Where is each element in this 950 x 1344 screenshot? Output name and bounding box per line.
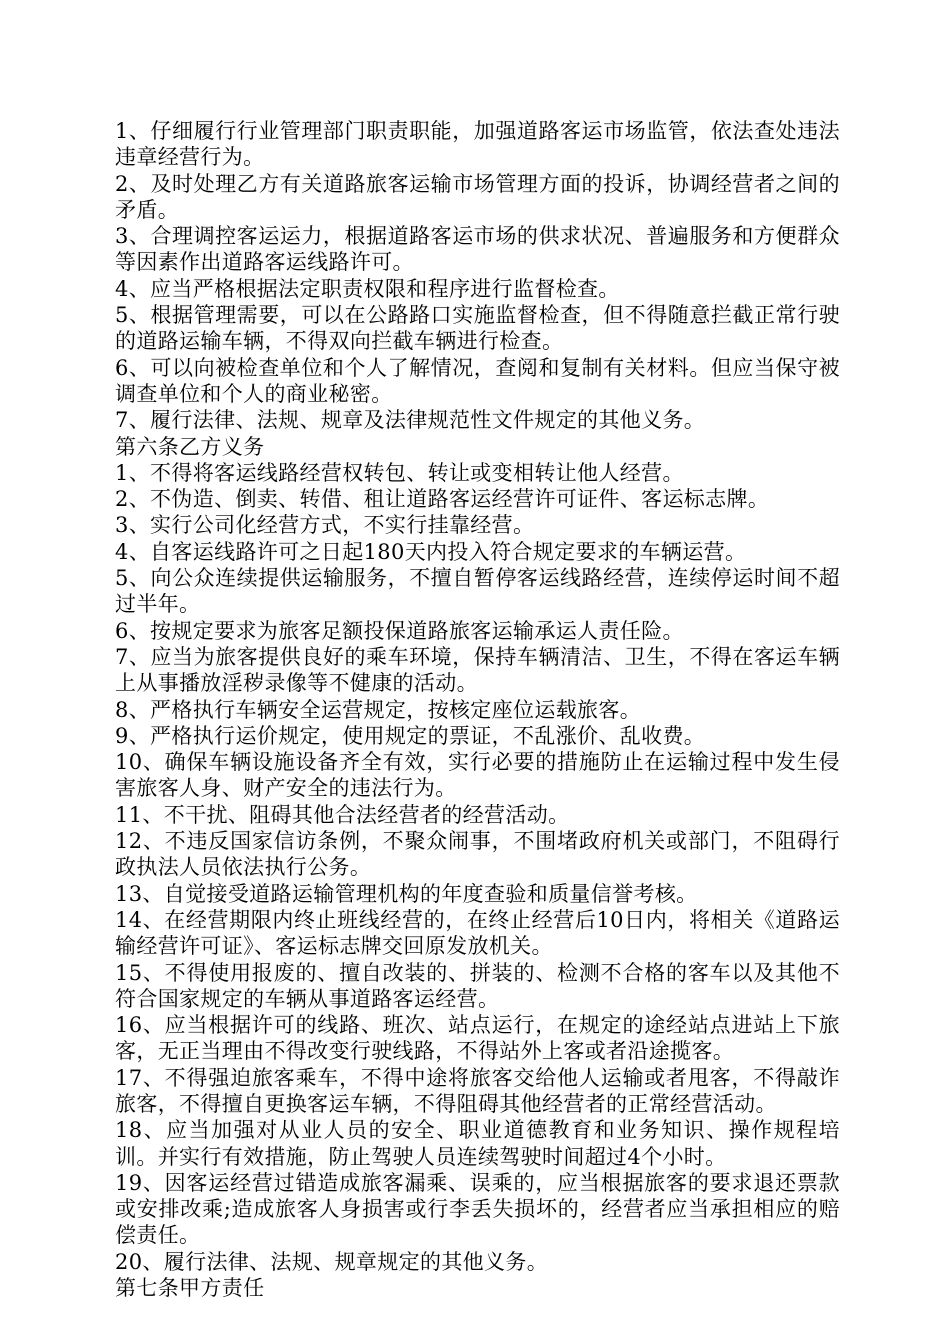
paragraph-b-11: 11、不干扰、阻碍其他合法经营者的经营活动。 <box>115 802 570 827</box>
paragraph-a-2: 2、及时处理乙方有关道路旅客运输市场管理方面的投诉，协调经营者之间的矛盾。 <box>115 171 840 222</box>
paragraph-b-9: 9、严格执行运价规定，使用规定的票证，不乱涨价、乱收费。 <box>115 723 706 748</box>
paragraph-b-17: 17、不得强迫旅客乘车，不得中途将旅客交给他人运输或者甩客，不得敲诈旅客，不得擅自更换客运车辆，不得阻碍其他经营者的正常经营活动。 <box>115 1065 840 1116</box>
paragraph-b-15: 15、不得使用报废的、擅自改装的、拼装的、检测不合格的客车以及其他不符合国家规定的车辆从事道路客运经营。 <box>115 960 840 1011</box>
paragraph-b-3: 3、实行公司化经营方式，不实行挂靠经营。 <box>115 513 535 538</box>
paragraph-b-16: 16、应当根据许可的线路、班次、站点运行，在规定的途经站点进站上下旅客，无正当理由不得改变行驶线路，不得站外上客或者沿途揽客。 <box>115 1013 840 1064</box>
paragraph-a-4: 4、应当严格根据法定职责权限和程序进行监督检查。 <box>115 276 620 301</box>
paragraph-a-6: 6、可以向被检查单位和个人了解情况，查阅和复制有关材料。但应当保守被调查单位和个人的商业秘密。 <box>115 355 840 406</box>
paragraph-a-3: 3、合理调控客运运力，根据道路客运市场的供求状况、普遍服务和方便群众等因素作出道路客运线路许可。 <box>115 224 840 275</box>
paragraph-b-7: 7、应当为旅客提供良好的乘车环境，保持车辆清洁、卫生，不得在客运车辆上从事播放淫秽录像等不健康的活动。 <box>115 644 840 696</box>
paragraph-b-14: 14、在经营期限内终止班线经营的，在终止经营后10日内，将相关《道路运输经营许可证》、客运标志牌交回原发放机关。 <box>115 907 840 959</box>
paragraph-b-5: 5、向公众连续提供运输服务，不擅自暂停客运线路经营，连续停运时间不超过半年。 <box>115 566 840 617</box>
paragraph-a-7: 7、履行法律、法规、规章及法律规范性文件规定的其他义务。 <box>115 408 706 433</box>
section-heading-article-7: 第七条甲方责任 <box>115 1276 265 1301</box>
paragraph-b-2: 2、不伪造、倒卖、转借、租让道路客运经营许可证件、客运标志牌。 <box>115 487 770 512</box>
paragraph-b-10: 10、确保车辆设施设备齐全有效，实行必要的措施防止在运输过程中发生侵害旅客人身、财产安全的违法行为。 <box>115 750 840 801</box>
paragraph-b-18: 18、应当加强对从业人员的安全、职业道德教育和业务知识、操作规程培训。并实行有效措施，防止驾驶人员连续驾驶时间超过4个小时。 <box>115 1118 840 1169</box>
paragraph-b-19: 19、因客运经营过错造成旅客漏乘、误乘的，应当根据旅客的要求退还票款或安排改乘;造成旅客人身损害或行李丢失损坏的，经营者应当承担相应的赔偿责任。 <box>115 1170 840 1248</box>
paragraph-b-13: 13、自觉接受道路运输管理机构的年度查验和质量信誉考核。 <box>115 881 698 906</box>
paragraph-b-1: 1、不得将客运线路经营权转包、转让或变相转让他人经营。 <box>115 460 684 485</box>
paragraph-a-1: 1、仔细履行行业管理部门职责职能，加强道路客运市场监管，依法查处违法违章经营行为。 <box>115 119 840 170</box>
paragraph-b-6: 6、按规定要求为旅客足额投保道路旅客运输承运人责任险。 <box>115 618 684 643</box>
paragraph-b-8: 8、严格执行车辆安全运营规定，按核定座位运载旅客。 <box>115 697 642 722</box>
document-body <box>115 118 840 1301</box>
paragraph-a-5: 5、根据管理需要，可以在公路路口实施监督检查，但不得随意拦截正常行驶的道路运输车辆，不得双向拦截车辆进行检查。 <box>115 303 840 354</box>
paragraph-b-20: 20、履行法律、法规、规章规定的其他义务。 <box>115 1249 549 1274</box>
paragraph-b-4: 4、自客运线路许可之日起180天内投入符合规定要求的车辆运营。 <box>115 539 747 564</box>
section-heading-article-6: 第六条乙方义务 <box>115 434 265 459</box>
paragraph-b-12: 12、不违反国家信访条例，不聚众闹事，不围堵政府机关或部门，不阻碍行政执法人员依法执行公务。 <box>115 829 840 880</box>
